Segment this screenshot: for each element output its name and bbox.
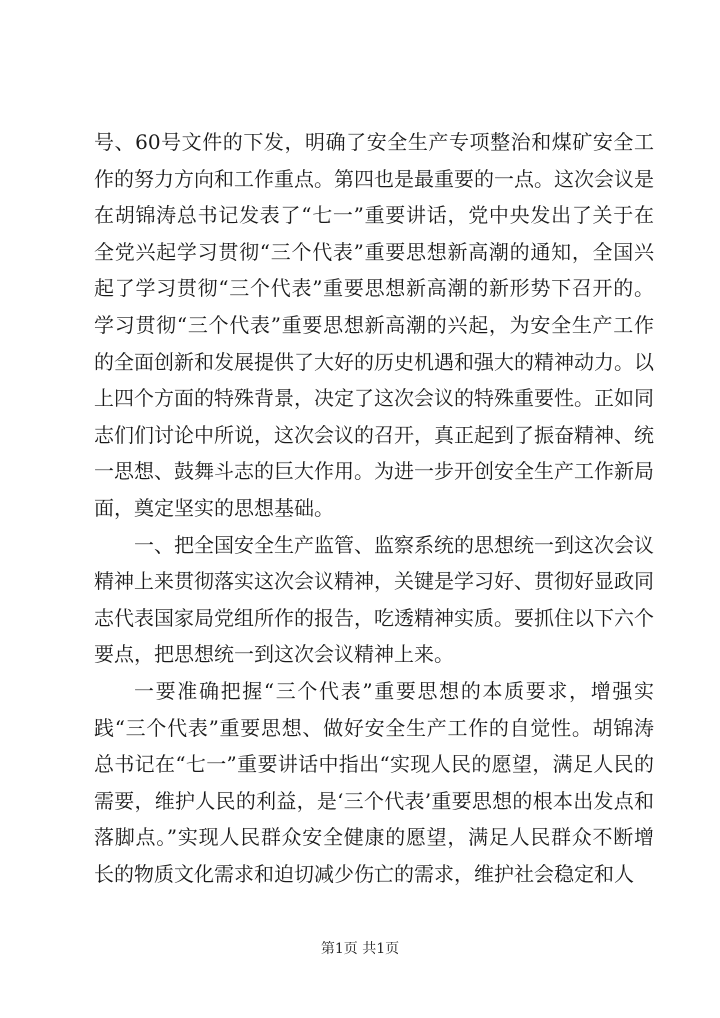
paragraph-1: 号、60号文件的下发，明确了安全生产专项整治和煤矿安全工作的努力方向和工作重点。第四也是最重要的一点。这次会议是在胡锦涛总书记发表了“七一”重要讲话，党中央发出了关于在全党兴起学习贯彻“三个代表”重要思想新高潮的通知，全国兴起了学习贯彻“三个代表”重要思想新高潮的新形势下召开的。学习贯彻“三个代表”重要思想新高潮的兴起，为安全生产工作的全面创新和发展提供了大好的历史机遇和强大的精神动力。以上四个方面的特殊背景，决定了这次会议的特殊重要性。正如同志们们讨论中所说，这次会议的召开，真正起到了振奋精神、统一思想、鼓舞斗志的巨大作用。为进一步开创安全生产工作新局面，奠定坚实的思想基础。 [94, 130, 654, 520]
paragraph-2: 一、把全国安全生产监管、监察系统的思想统一到这次会议精神上来贯彻落实这次会议精神，关键是学习好、贯彻好显政同志代表国家局党组所作的报告，吃透精神实质。要抓住以下六个要点，把思想统一到这次会议精神上来。 [94, 532, 654, 667]
paragraph-3: 一要准确把握“三个代表”重要思想的本质要求，增强实践“三个代表”重要思想、做好安全生产工作的自觉性。胡锦涛总书记在“七一”重要讲话中指出“实现人民的愿望，满足人民的需要，维护人民的利益，是‘三个代表’重要思想的根本出发点和落脚点。”实现人民群众安全健康的愿望，满足人民群众不断增长的物质文化需求和迫切减少伤亡的需求，维护社会稳定和人 [94, 678, 654, 886]
page-footer: 第1页 共1页 [320, 941, 400, 957]
document-body [94, 124, 654, 892]
